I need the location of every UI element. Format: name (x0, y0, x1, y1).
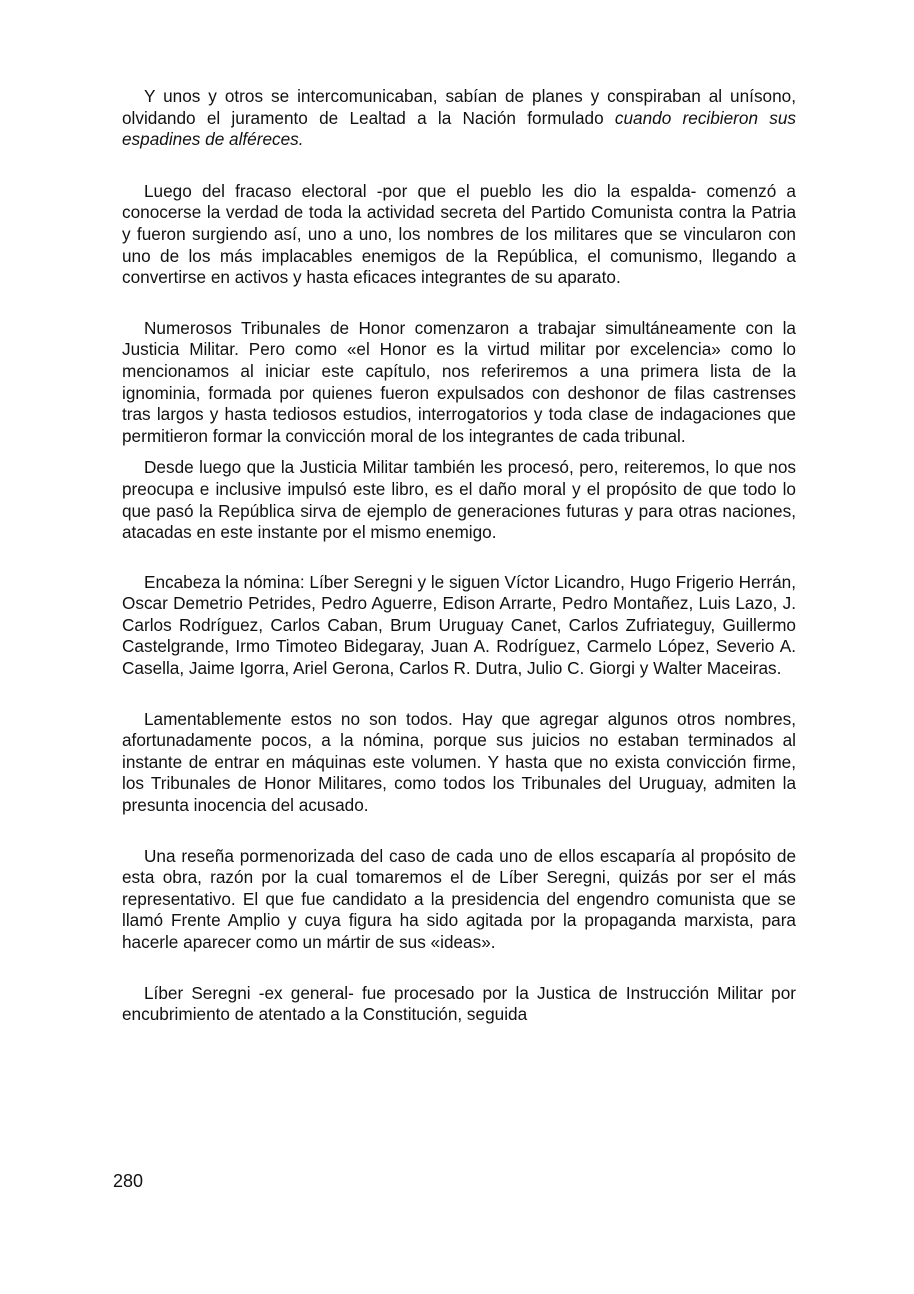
paragraph-8 (122, 983, 796, 1026)
document-page (122, 86, 796, 1026)
paragraph-2 (122, 181, 796, 289)
paragraph-1 (122, 86, 796, 151)
paragraph-8-text: Líber Seregni -ex general- fue procesado por la Justica de Instrucción Militar por encubrimiento de atentado a la Constitución, seguida (122, 982, 796, 1025)
paragraph-4 (122, 457, 796, 543)
paragraph-5 (122, 572, 796, 680)
paragraph-6 (122, 709, 796, 817)
paragraph-1-text: Y unos y otros se intercomunicaban, sabían de planes y conspiraban al unísono, olvidando el juramento de Lealtad a la Nación formulado (122, 86, 796, 128)
paragraph-5-text: Encabeza la nómina: Líber Seregni y le siguen Víctor Licandro, Hugo Frigerio Herrán, Oscar Demetrio Petrides, Pedro Aguerre, Edison Arrarte, Pedro Montañez, Luis Lazo, J. Carlos Rodríguez, Carlos Caban, Brum Uruguay Canet, Carlos Zufriateguy, Guillermo Castelgrande, Irmo Timoteo Bidegaray, Juan A. Rodríguez, Carmelo López, Severio A. Casella, Jaime Igorra, Ariel Gerona, Carlos R. Dutra, Julio C. Giorgi y Walter Maceiras. (122, 571, 796, 679)
paragraph-2-text: Luego del fracaso electoral -por que el pueblo les dio la espalda- comenzó a conocerse la verdad de toda la actividad secreta del Partido Comunista contra la Patria y fueron surgiendo así, uno a uno, los nombres de los militares que se vincularon con uno de los más implacables enemigos de la República, el comunismo, llegando a convertirse en activos y hasta eficaces integrantes de su aparato. (122, 180, 796, 288)
paragraph-3 (122, 318, 796, 448)
paragraph-6-text: Lamentablemente estos no son todos. Hay que agregar algunos otros nombres, afortunadamente pocos, a la nómina, porque sus juicios no estaban terminados al instante de entrar en máquinas este volumen. Y hasta que no exista convicción firme, los Tribunales de Honor Militares, como todos los Tribunales del Uruguay, admiten la presunta inocencia del acusado. (122, 708, 796, 816)
paragraph-7 (122, 846, 796, 954)
page-number: 280 (113, 1171, 144, 1191)
paragraph-3-text: Numerosos Tribunales de Honor comenzaron a trabajar simultáneamente con la Justicia Militar. Pero como «el Honor es la virtud militar por excelencia» como lo mencionamos al iniciar este capítulo, nos referiremos a una primera lista de la ignominia, formada por quienes fueron expulsados con deshonor de filas castrenses tras largos y hasta tediosos estudios, interrogatorios y toda clase de indagaciones que permitieron formar la convicción moral de los integrantes de cada tribunal. (122, 317, 796, 446)
paragraph-1-italic-text: cuando recibieron sus espadines de alféreces. (122, 107, 796, 150)
paragraph-4-text: Desde luego que la Justicia Militar también les procesó, pero, reiteremos, lo que nos preocupa e inclusive impulsó este libro, es el daño moral y el propósito de que todo lo que pasó la República sirva de ejemplo de generaciones futuras y para otras naciones, atacadas en este instante por el mismo enemigo. (122, 457, 796, 543)
paragraph-7-text: Una reseña pormenorizada del caso de cada uno de ellos escaparía al propósito de esta obra, razón por la cual tomaremos el de Líber Seregni, quizás por ser el más representativo. El que fue candidato a la presidencia del engendro comunista que se llamó Frente Amplio y cuya figura ha sido agitada por la propaganda marxista, para hacerle aparecer como un mártir de sus «ideas». (122, 845, 796, 952)
